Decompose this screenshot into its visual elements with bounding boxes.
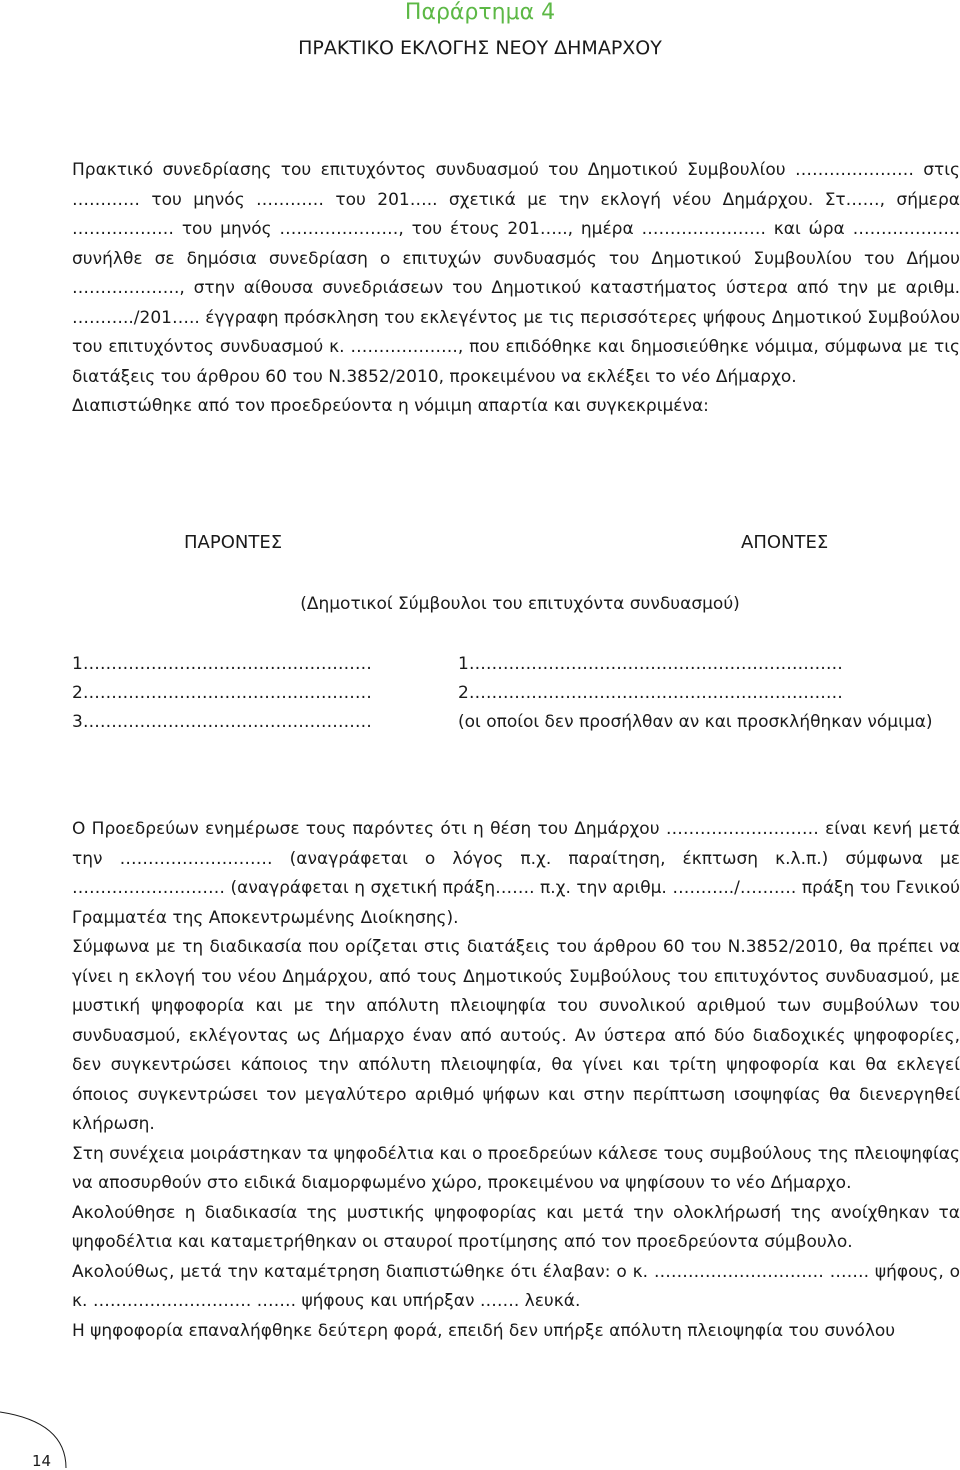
body-paragraph: Ακολούθησε η διαδικασία της μυστικής ψηφοφορίας και μετά την ολοκλήρωσή της ανοίχθηκαν τα ψηφοδέλτια και καταμετρήθηκαν οι σταυροί προτίμησης από τον προεδρεύοντα σύμβουλο. (72, 1202, 960, 1252)
absent-list-item: 2………………………………………………………… (458, 683, 843, 703)
absent-heading: ΑΠΟΝΤΕΣ (741, 532, 829, 553)
present-list-item: 3…………………………………………… (72, 712, 372, 732)
body-section (72, 815, 960, 1346)
body-paragraph: Ακολούθως, μετά την καταμέτρηση διαπιστώθηκε ότι έλαβαν: ο κ. ………………………… ……. ψήφους, ο κ. ………………………. ……. ψήφους και υπήρξαν ……. λευκά. (72, 1261, 960, 1311)
intro-section (72, 156, 960, 422)
absent-list-item: 1………………………………………………………… (458, 654, 843, 674)
appendix-title: Παράρτημα 4 (404, 0, 556, 25)
body-paragraph: Η ψηφοφορία επαναλήφθηκε δεύτερη φορά, επειδή δεν υπήρξε απόλυτη πλειοψηφία του συνόλου (72, 1320, 896, 1341)
absent-list-note: (οι οποίοι δεν προσήλθαν αν και προσκλήθηκαν νόμιμα) (458, 712, 933, 732)
councillors-caption: (Δημοτικοί Σύμβουλοι του επιτυχόντα συνδυασμού) (300, 594, 740, 614)
quorum-statement: Διαπιστώθηκε από τον προεδρεύοντα η νόμιμη απαρτία και συγκεκριμένα: (72, 396, 709, 416)
document-title: ΠΡΑΚΤΙΚΟ ΕΚΛΟΓΗΣ ΝΕΟΥ ΔΗΜΑΡΧΟΥ (298, 37, 662, 59)
intro-paragraph: Πρακτικό συνεδρίασης του επιτυχόντος συνδυασμού του Δημοτικού Συμβουλίου ………………… στις ………… του μηνός ………… του 201….. σχετικά με την εκλογή νέου Δημάρχου. Στ……, σήμερα ……………… του μηνός …………………, του έτους 201….., ημέρα …………………. και ώρα ………………. συνήλθε σε δημόσια συνεδρίαση ο επιτυχών συνδυασμός του Δημοτικού Συμβουλίου του Δήμου ………………., στην αίθουσα συνεδριάσεων του Δημοτικού καταστήματος ύστερα από την με αριθμ. ………../201….. έγγραφη πρόσκληση του εκλεγέντος με τις περισσότερες ψήφους Δημοτικού Συμβούλου του επιτυχόντος συνδυασμού κ. ………………., που επιδόθηκε και δημοσιεύθηκε νόμιμα, σύμφωνα με τις διατάξεις του άρθρου 60 του Ν.3852/2010, προκειμένου να εκλέξει το νέο Δήμαρχο. (72, 160, 960, 387)
body-paragraph: Στη συνέχεια μοιράστηκαν τα ψηφοδέλτια και ο προεδρεύων κάλεσε τους συμβούλους της πλειοψηφίας να αποσυρθούν στο ειδικά διαμορφωμένο χώρο, προκειμένου να ψηφίσουν το νέο Δήμαρχο. (72, 1143, 960, 1193)
body-paragraph: Ο Προεδρεύων ενημέρωσε τους παρόντες ότι η θέση του Δημάρχου ……………………… είναι κενή μετά την ……………………… (αναγράφεται ο λόγος π.χ. παραίτηση, έκπτωση κ.λ.π.) σύμφωνα με ……………………… (αναγράφεται η σχετική πράξη……. π.χ. την αριθμ. ………../………. πράξη του Γενικού Γραμματέα της Αποκεντρωμένης Διοίκησης). (72, 819, 960, 928)
present-list-item: 2…………………………………………… (72, 683, 372, 703)
present-heading: ΠΑΡΟΝΤΕΣ (184, 532, 283, 553)
present-list (72, 650, 372, 737)
present-list-item: 1…………………………………………… (72, 654, 372, 674)
absent-list (458, 650, 933, 737)
body-paragraph: Σύμφωνα με τη διαδικασία που ορίζεται στις διατάξεις του άρθρου 60 του Ν.3852/2010, θα πρέπει να γίνει η εκλογή του νέου Δημάρχου, από τους Δημοτικούς Συμβούλους του επιτυχόντος συνδυασμού, με μυστική ψηφοφορία και με την απόλυτη πλειοψηφία του συνολικού αριθμού των συμβούλων του συνδυασμού, εκλέγοντας ως Δήμαρχο έναν από αυτούς. Αν ύστερα από δύο διαδοχικές ψηφοφορίες, δεν συγκεντρώσει κάποιος την απόλυτη πλειοψηφία, θα γίνει και τρίτη ψηφοφορία και θα εκλεγεί όποιος συγκεντρώσει τον μεγαλύτερο αριθμό ψήφων και στην περίπτωση ισοψηφίας θα διενεργηθεί κλήρωση. (72, 937, 960, 1134)
page-number: 14 (32, 1452, 52, 1470)
